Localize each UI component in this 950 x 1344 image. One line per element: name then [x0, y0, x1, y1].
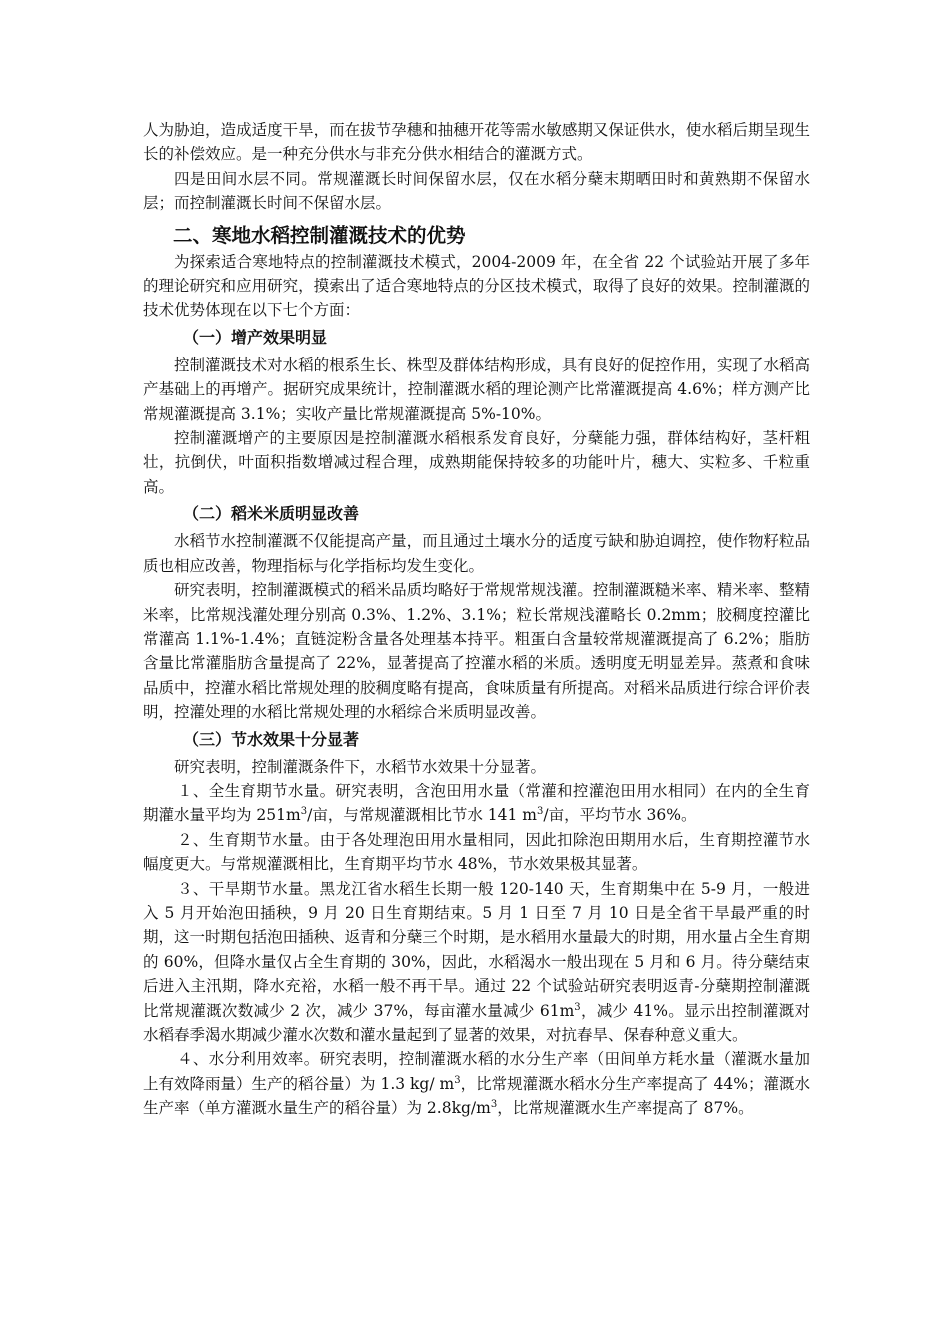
paragraph-yield-2: 控制灌溉增产的主要原因是控制灌溉水稻根系发育良好，分蘖能力强，群体结构好，茎杆粗壮，抗倒伏，叶面积指数增减过程合理，成熟期能保持较多的功能叶片，穗大、实粒多、千粒重高。 [143, 429, 810, 496]
paragraph-continued: 人为胁迫，造成适度干旱，而在拔节孕穗和抽穗开花等需水敏感期又保证供水，使水稻后期呈现生长的补偿效应。是一种充分供水与非充分供水相结合的灌溉方式。 [143, 121, 810, 164]
text-run: /亩，与常规灌溉相比节水 141 m [307, 806, 537, 825]
superscript: 3 [300, 806, 308, 818]
paragraph-intro: 为探索适合寒地特点的控制灌溉技术模式，2004-2009 年，在全省 22 个试验站开展了多年的理论研究和应用研究，摸索出了适合寒地特点的分区技术模式，取得了良好的效果。控制灌溉的技术优势体现在以下七个方面： [143, 252, 810, 320]
paragraph-yield-1: 控制灌溉技术对水稻的根系生长、株型及群体结构形成，具有良好的促控作用，实现了水稻高产基础上的再增产。据研究成果统计，控制灌溉水稻的理论测产比常灌溉提高 4.6%；样方测产比常规灌溉提高 3.1%；实收产量比常规灌溉提高 5%-10%。 [143, 355, 810, 423]
paragraph-item-1 [143, 779, 810, 828]
superscript: 3 [490, 1099, 498, 1111]
text-run: ３、干旱期节水量。黑龙江省水稻生长期一般 120-140 天，生育期集中在 5-9 月，一般进入 5 月开始泡田插秧，9 月 20 日生育期结束。5 月 1 日至 7 月 10 日是全省干旱最严重的时期，这一时期包括泡田插秧、返青和分蘖三个时期，是水稻用水量最大的时期，用水量占全生育期的 60%，但降水量仅占全生育期的 30%，因此，水稻渴水一般出现在 5 月和 6 月。待分蘖结束后进入主汛期，降水充裕，水稻一般不再干旱。通过 22 个试验站研究表明返青-分蘖期控制灌溉比常规灌溉次数减少 2 次，减少 37%，每亩灌水量减少 61m [143, 879, 810, 1020]
subheading-yield: （一）增产效果明显 [183, 327, 328, 347]
subheading-quality: （二）稻米米质明显改善 [183, 504, 360, 524]
document-page [143, 118, 810, 1121]
section-heading-advantages: 二、寒地水稻控制灌溉技术的优势 [173, 223, 466, 247]
text-run: １、全生育期节水量。研究表明，含泡田用水量（常灌和控灌泡田用水相同）在内的全生育期灌水量平均为 251m [143, 781, 810, 825]
superscript: 3 [454, 1074, 461, 1086]
text-run: /亩，平均节水 36%。 [543, 806, 697, 825]
paragraph-item-4 [143, 1047, 810, 1120]
paragraph-quality-2: 研究表明，控制灌溉模式的稻米品质均略好于常规常规浅灌。控制灌溉糙米率、精米率、整精米率，比常规浅灌处理分别高 0.3%、1.2%、3.1%；粒长常规浅灌略长 0.2mm；胶稠度控灌比常灌高 1.1%-1.4%；直链淀粉含量各处理基本持平。粗蛋白含量较常规灌溉提高了 6.2%；脂肪含量比常灌脂肪含量提高了 22%，显著提高了控灌水稻的米质。透明度无明显差异。蒸煮和食味品质中，控灌水稻比常规处理的胶稠度略有提高，食味质量有所提高。对稻米品质进行综合评价表明，控灌处理的水稻比常规处理的水稻综合米质明显改善。 [143, 581, 810, 722]
text-run: ，比常规灌溉水生产率提高了 87%。 [497, 1099, 754, 1118]
paragraph-quality-1: 水稻节水控制灌溉不仅能提高产量，而且通过土壤水分的适度亏缺和胁迫调控，使作物籽粒品质也相应改善，物理指标与化学指标均发生变化。 [143, 532, 810, 575]
text-run: ，减少 41%。显示出控制灌溉对水稻春季渴水期减少灌水次数和灌水量起到了显著的效果，对抗春旱、保春种意义重大。 [143, 1001, 810, 1044]
superscript: 3 [536, 806, 544, 818]
superscript: 3 [574, 1001, 581, 1013]
text-run: ，比常规灌溉水稻水分生产率提高了 44%；灌溉水生产率（单方灌溉水量生产的稻谷量）为 2.8kg/m [143, 1074, 810, 1118]
paragraph-item-3 [143, 877, 810, 1048]
paragraph-water-saving-intro: 研究表明，控制灌溉条件下，水稻节水效果十分显著。 [174, 757, 547, 776]
text-run: ４、水分利用效率。研究表明，控制灌溉水稻的水分生产率（田间单方耗水量（灌溉水量加上有效降雨量）生产的稻谷量）为 1.3 kg/ m [143, 1050, 810, 1093]
paragraph-item-2: ２、生育期节水量。由于各处理泡田用水量相同，因此扣除泡田期用水后，生育期控灌节水幅度更大。与常规灌溉相比，生育期平均节水 48%，节水效果极其显著。 [143, 830, 810, 874]
paragraph-water-layer: 四是田间水层不同。常规灌溉长时间保留水层，仅在水稻分蘖末期晒田时和黄熟期不保留水层；而控制灌溉长时间不保留水层。 [143, 169, 810, 213]
subheading-water-saving: （三）节水效果十分显著 [183, 729, 360, 749]
